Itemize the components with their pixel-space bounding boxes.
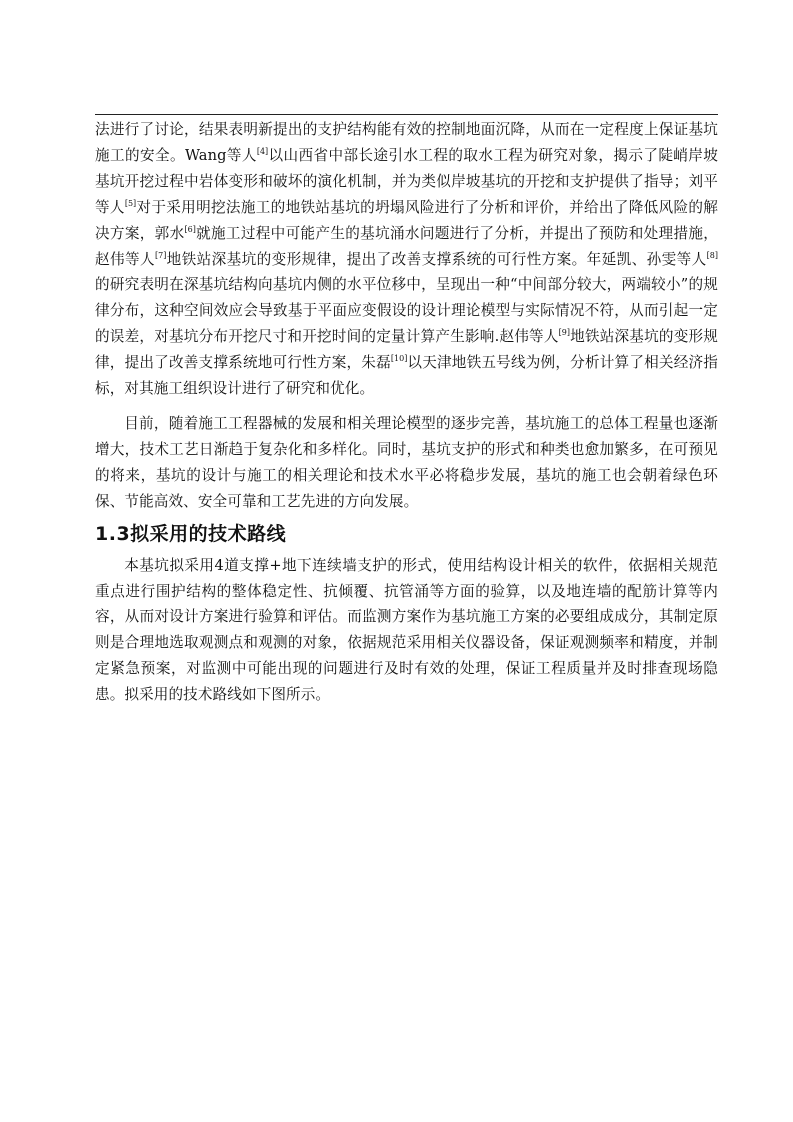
- section-heading: 1.3拟采用的技术路线: [95, 522, 287, 545]
- text-run: 地铁站深基坑的变形规律，提出了改善支撑系统地可行性方案，朱磊: [95, 328, 718, 372]
- paragraph-literature-review: [95, 117, 718, 402]
- citation-8: [8]: [706, 250, 718, 260]
- citation-9: [9]: [558, 328, 570, 338]
- header-rule: [95, 114, 718, 115]
- page-content: [95, 117, 718, 708]
- paragraph-technical-route: 本基坑拟采用4道支撑+地下连续墙支护的形式，使用结构设计相关的软件，依据相关规范重点进行围护结构的整体稳定性、抗倾覆、抗管涌等方面的验算，以及地连墙的配筋计算等内容，从而对设计方案进行验算和评估。而监测方案作为基坑施工方案的必要组成成分，其制定原则是合理地选取观测点和观测的对象，依据规范采用相关仪器设备，保证观测频率和精度，并制定紧急预案，对监测中可能出现的问题进行及时有效的处理，保证工程质量并及时排查现场隐患。拟采用的技术路线如下图所示。: [95, 556, 718, 704]
- citation-7: [7]: [155, 250, 167, 260]
- text-run: 对于采用明挖法施工的地铁站基坑的坍塌风险进行了分析和评价，并给出了降低风险的解决方案，郭水: [95, 198, 719, 242]
- citation-6: [6]: [184, 224, 196, 234]
- text-run: 以山西省中部长途引水工程的取水工程为研究对象，揭示了陡峭岸坡基坑开挖过程中岩体变形和破坏的演化机制，并为类似岸坡基坑的开挖和支护提供了指导；刘平等人: [95, 146, 718, 216]
- text-run: 就施工过程中可能产生的基坑涌水问题进行了分析，并提出了预防和处理措施，赵伟等人: [95, 224, 718, 268]
- citation-5: [5]: [124, 198, 137, 208]
- text-run: 地铁站深基坑的变形规律，提出了改善支撑系统的可行性方案。年延凯、孙雯等人: [166, 250, 707, 268]
- text-run: 法进行了讨论，结果表明新提出的支护结构能有效的控制地面沉降，从而在一定程度上保证基坑施工的安全。Wang等人: [95, 121, 718, 164]
- citation-4: [4]: [256, 146, 269, 156]
- text-run: 以天津地铁五号线为例，分析计算了相关经济指标，对其施工组织设计进行了研究和优化。: [95, 354, 718, 398]
- paragraph-current-status: 目前，随着施工工程器械的发展和相关理论模型的逐步完善，基坑施工的总体工程量也逐渐增大，技术工艺日渐趋于复杂化和多样化。同时，基坑支护的形式和种类也愈加繁多，在可预见的将来，基坑的设计与施工的相关理论和技术水平必将稳步发展，基坑的施工也会朝着绿色环保、节能高效、安全可靠和工艺先进的方向发展。: [95, 414, 718, 510]
- citation-10: [10]: [390, 354, 408, 364]
- text-run: 的研究表明在深基坑结构向基坑内侧的水平位移中，呈现出一种“中间部分较大，两端较小”的规律分布，这种空间效应会导致基于平面应变假设的设计理论模型与实际情况不符，从而引起一定的误差，对基坑分布开挖尺寸和开挖时间的定量计算产生影响.赵伟等人: [95, 276, 718, 346]
